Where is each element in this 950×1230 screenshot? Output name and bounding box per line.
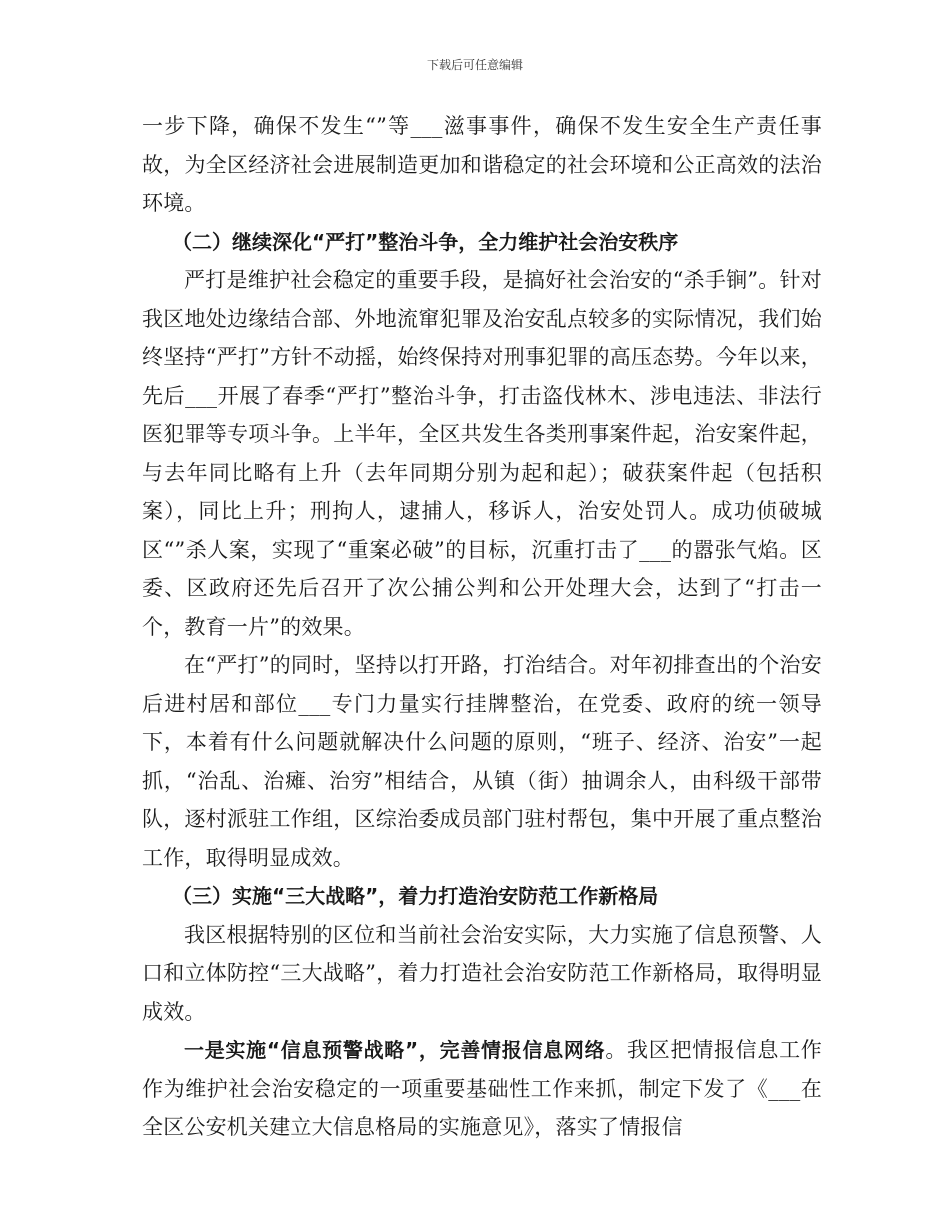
- paragraph-three-strategies: 我区根据特别的区位和当前社会治安实际，大力实施了信息预警、人口和立体防控“三大战略”，着力打造社会治安防范工作新格局，取得明显成效。: [142, 922, 822, 1024]
- paragraph-rectification: 在“严打”的同时，坚持以打开路，打治结合。对年初排查出的个治安后进村居和部位___专门力量实行挂牌整治，在党委、政府的统一领导下，本着有什么问题就解决什么问题的原则，“班子、经济、治安”一起抓，“治乱、治瘫、治穷”相结合，从镇（街）抽调余人，由科级干部带队，逐村派驻工作组，区综治委成员部门驻村帮包，集中开展了重点整治工作，取得明显成效。: [142, 653, 822, 870]
- bold-lead-phrase: 一是实施“信息预警战略”，完善情报信息网络: [184, 1038, 606, 1062]
- paragraph-strike-hard: 严打是维护社会稳定的重要手段，是搞好社会治安的“杀手锏”。针对我区地处边缘结合部、外地流窜犯罪及治安乱点较多的实际情况，我们始终坚持“严打”方针不动摇，始终保持对刑事犯罪的高压态势。今年以来，先后___开展了春季“严打”整治斗争，打击盗伐林木、涉电违法、非法行医犯罪等专项斗争。上半年，全区共发生各类刑事案件起，治安案件起，与去年同比略有上升（去年同期分别为起和起）；破获案件起（包括积案），同比上升；刑拘人，逮捕人，移诉人，治安处罚人。成功侦破城区“”杀人案，实现了“重案必破”的目标，沉重打击了___的嚣张气焰。区委、区政府还先后召开了次公捕公判和公开处理大会，达到了“打击一个，教育一片”的效果。: [142, 268, 822, 639]
- section-heading-2: （二）继续深化“严打”整治斗争，全力维护社会治安秩序: [172, 229, 679, 254]
- paragraph-info-warning: [142, 1031, 822, 1147]
- section-heading-3: （三）实施“三大战略”，着力打造治安防范工作新格局: [172, 884, 659, 908]
- paragraph-info-warning-text: 。我区把情报信息工作作为维护社会治安稳定的一项重要基础性工作来抓，制定下发了《___在全区公安机关建立大信息格局的实施意见》，落实了情报信: [142, 1038, 822, 1139]
- page-header: 下载后可任意编辑: [426, 58, 523, 72]
- document-body: [142, 107, 822, 1147]
- paragraph-continuation: 一步下降，确保不发生“”等___滋事事件，确保不发生安全生产责任事故，为全区经济社会进展制造更加和谐稳定的社会环境和公正高效的法治环境。: [142, 114, 822, 215]
